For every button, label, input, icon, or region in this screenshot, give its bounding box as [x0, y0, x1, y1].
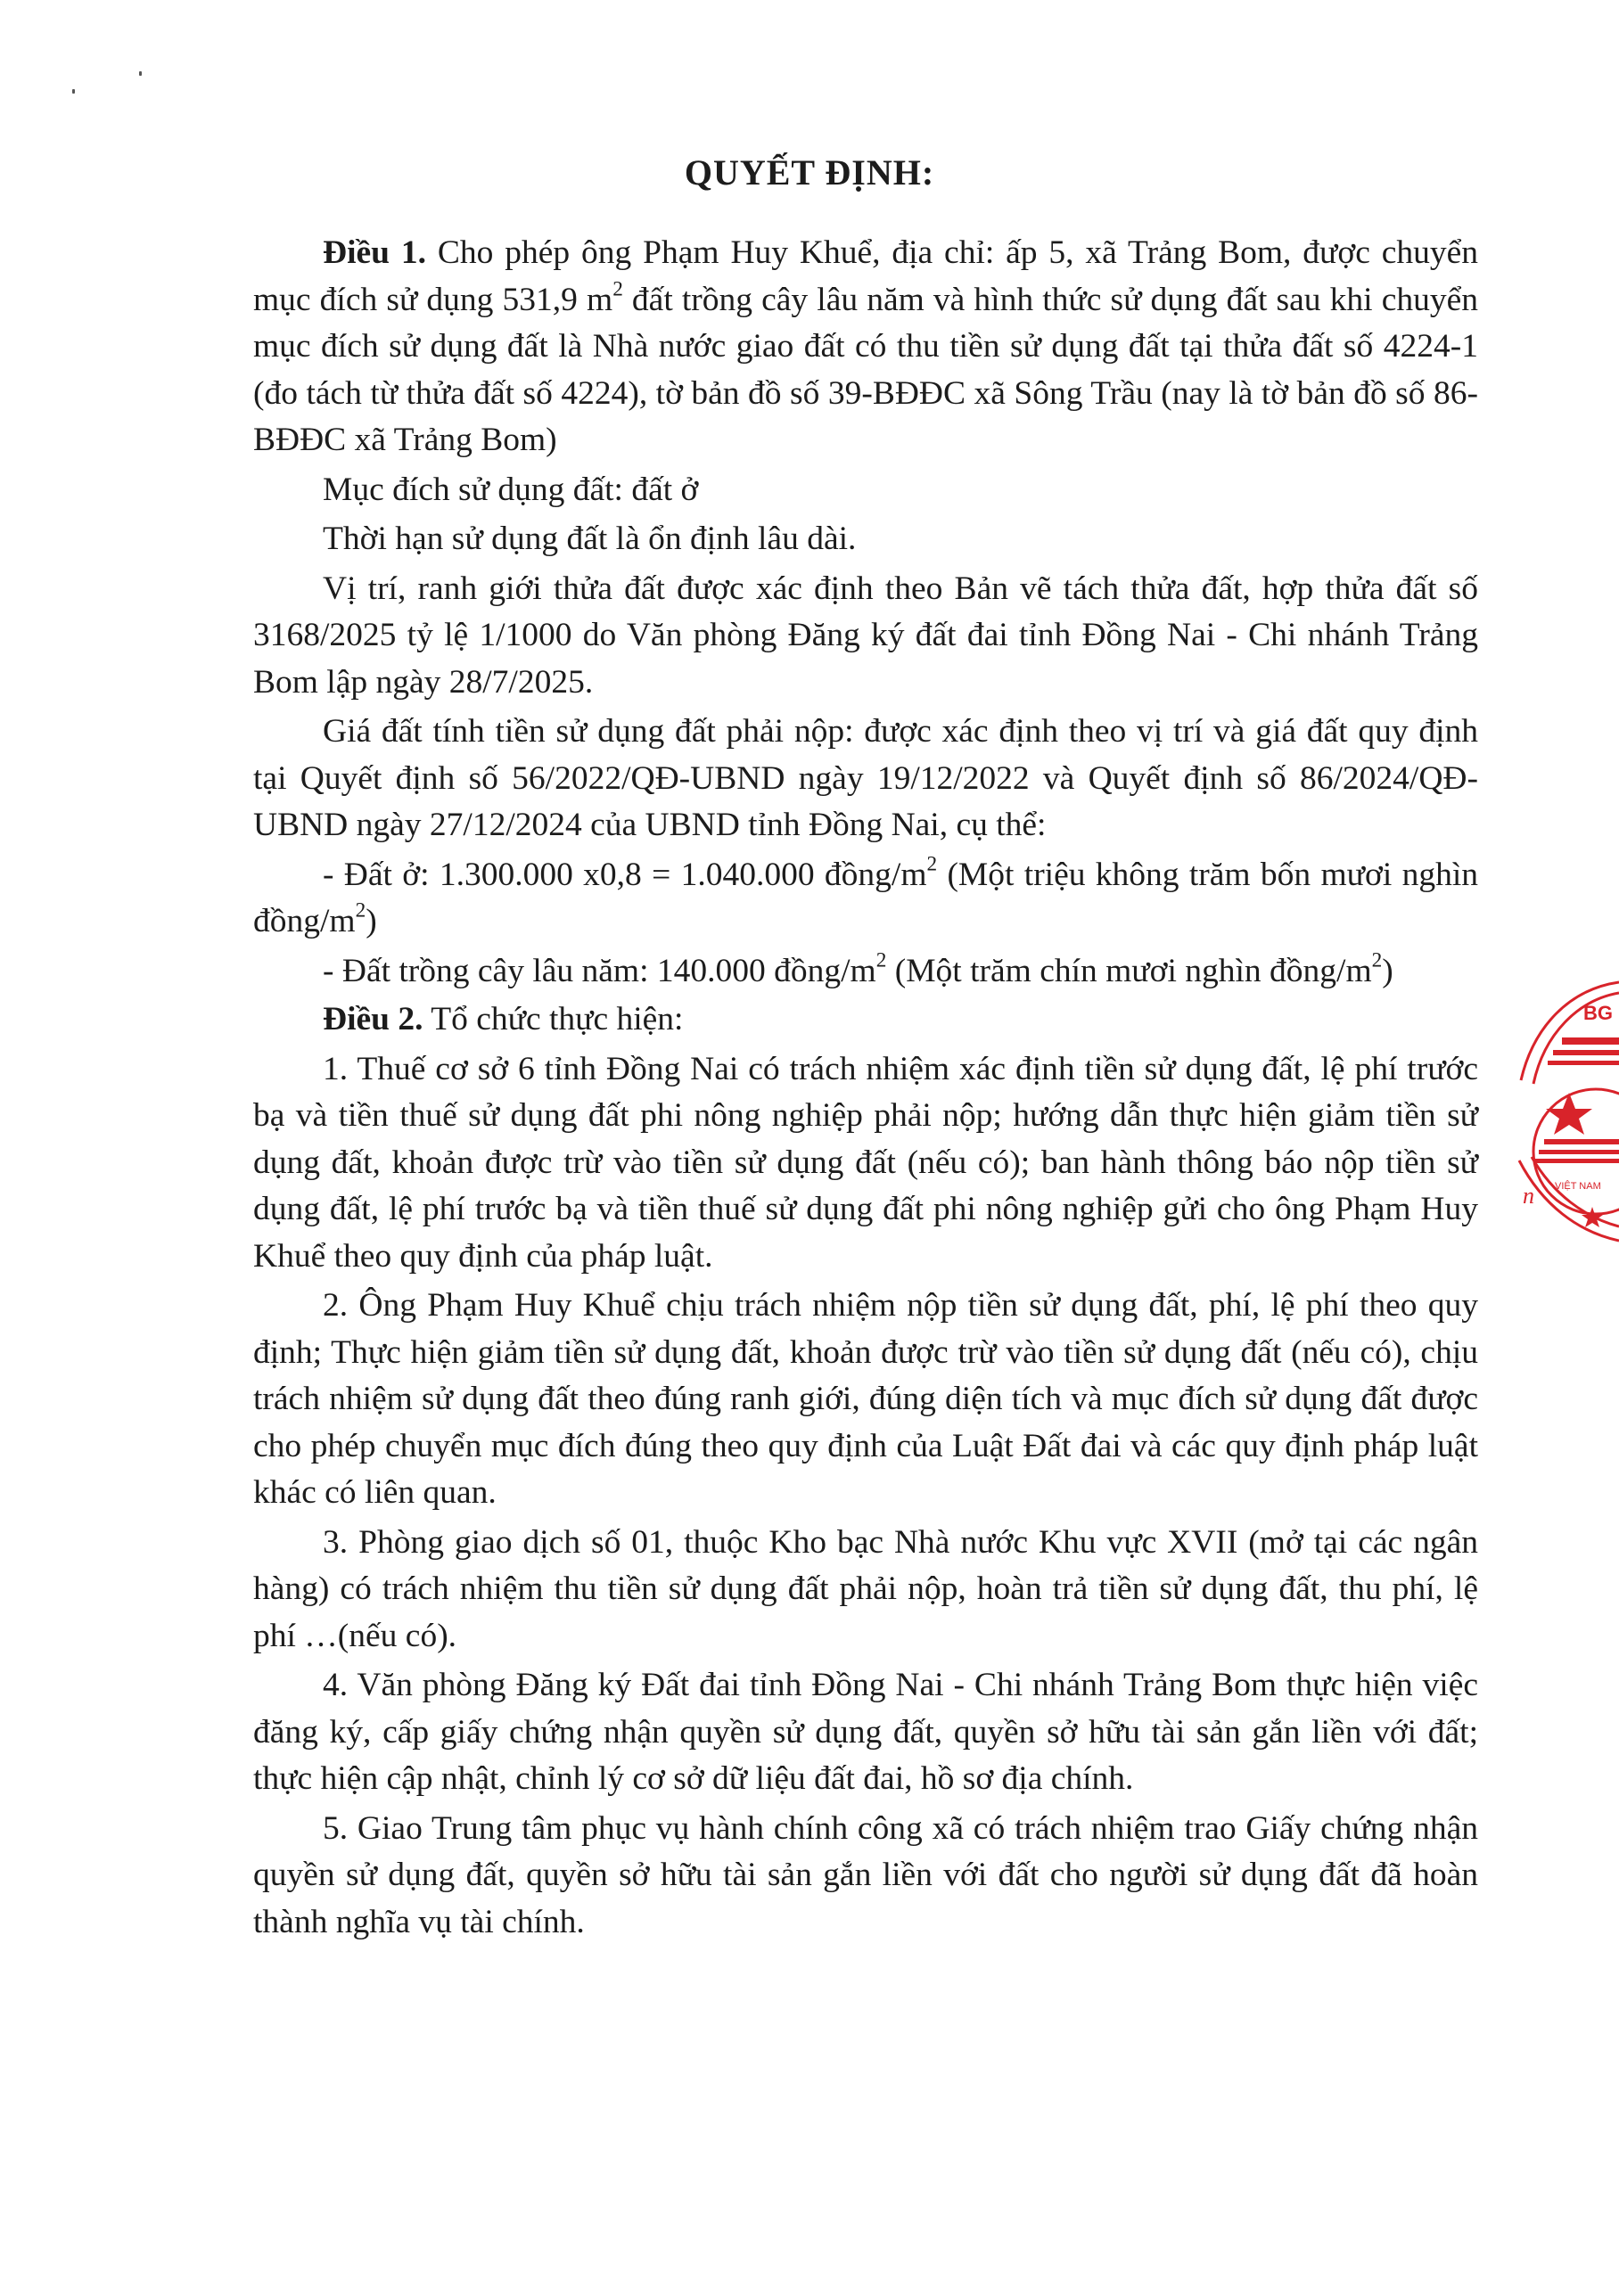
- article-2-intro: Điều 2. Tổ chức thực hiện:: [323, 1001, 684, 1037]
- land-price-basis: Giá đất tính tiền sử dụng đất phải nộp: được xác định theo vị trí và giá đất quy định tại Quyết định số 56/2022/QĐ-UBND ngày 19/12/2022 và Quyết định số 86/2024/QĐ-UBND ngày 27/12/2024 của UBND tỉnh Đồng Nai, cụ thể:: [253, 713, 1478, 843]
- article-2-label: Điều 2.: [323, 1001, 423, 1037]
- land-use-purpose: Mục đích sử dụng đất: đất ở: [323, 471, 699, 508]
- stamp-text-band: VIỆT NAM: [1555, 1181, 1601, 1192]
- article-2-item-5: 5. Giao Trung tâm phục vụ hành chính công xã có trách nhiệm trao Giấy chứng nhận quyền sử dụng đất, quyền sở hữu tài sản gắn liền với đất cho người sử dụng đất đã hoàn thành nghĩa vụ tài chính.: [253, 1809, 1478, 1940]
- article-2-item-2: 2. Ông Phạm Huy Khuể chịu trách nhiệm nộp tiền sử dụng đất, phí, lệ phí theo quy định; Thực hiện giảm tiền sử dụng đất, khoản được trừ vào tiền sử dụng đất (nếu có), chịu trách nhiệm sử dụng đất theo đúng ranh giới, đúng diện tích và mục đích sử dụng đất được cho phép chuyển mục đích đúng theo quy định của Luật Đất đai và các quy định pháp luật khác có liên quan.: [253, 1287, 1478, 1511]
- parcel-location: Vị trí, ranh giới thửa đất được xác định theo Bản vẽ tách thửa đất, hợp thửa đất số 3168/2025 tỷ lệ 1/1000 do Văn phòng Đăng ký đất đai tỉnh Đồng Nai - Chi nhánh Trảng Bom lập ngày 28/7/2025.: [253, 570, 1478, 701]
- article-1-label: Điều 1.: [323, 234, 426, 271]
- scan-speck: [72, 89, 75, 94]
- land-use-duration: Thời hạn sử dụng đất là ổn định lâu dài.: [323, 521, 857, 557]
- small-star-icon: [1582, 1207, 1603, 1227]
- scan-speck: [139, 71, 142, 76]
- official-seal-stamp: [1507, 973, 1619, 1267]
- decision-title: QUYẾT ĐỊNH:: [684, 152, 935, 193]
- price-residential-land: - Đất ở: 1.300.000 x0,8 = 1.040.000 đồng/$m^2$ (Một triệu không trăm bốn mươi nghìn đồng/$m^2$): [253, 852, 1478, 939]
- document-body: [253, 230, 1478, 1948]
- article-1-intro: Điều 1. Cho phép ông Phạm Huy Khuể, địa chỉ: ấp 5, xã Trảng Bom, được chuyển mục đích sử dụng 531,9 $m^2$ đất trồng cây lâu năm và hình thức sử dụng đất sau khi chuyển mục đích sử dụng đất là Nhà nước giao đất có thu tiền sử dụng đất tại thửa đất số 4224-1 (đo tách từ thửa đất số 4224), tờ bản đồ số 39-BĐĐC xã Sông Trầu (nay là tờ bản đồ số 86-BĐĐC xã Trảng Bom): [253, 234, 1478, 458]
- article-2-item-3: 3. Phòng giao dịch số 01, thuộc Kho bạc Nhà nước Khu vực XVII (mở tại các ngân hàng) có trách nhiệm thu tiền sử dụng đất phải nộp, hoàn trả tiền sử dụng đất, thu phí, lệ phí …(nếu có).: [253, 1523, 1478, 1654]
- stamp-text-top: BG: [1583, 1002, 1613, 1024]
- stamp-text-bottom: n: [1523, 1183, 1534, 1209]
- article-2-item-1: 1. Thuế cơ sở 6 tỉnh Đồng Nai có trách nhiệm xác định tiền sử dụng đất, lệ phí trước bạ và tiền thuế sử dụng đất phi nông nghiệp phải nộp; hướng dẫn thực hiện giảm tiền sử dụng đất, khoản được trừ vào tiền sử dụng đất (nếu có); ban hành thông báo nộp tiền sử dụng đất, lệ phí trước bạ và tiền thuế sử dụng đất phi nông nghiệp gửi cho ông Phạm Huy Khuể theo quy định của pháp luật.: [253, 1050, 1478, 1275]
- article-2-item-4: 4. Văn phòng Đăng ký Đất đai tỉnh Đồng Nai - Chi nhánh Trảng Bom thực hiện việc đăng ký, cấp giấy chứng nhận quyền sử dụng đất, quyền sở hữu tài sản gắn liền với đất; thực hiện cập nhật, chỉnh lý cơ sở dữ liệu đất đai, hồ sơ địa chính.: [253, 1667, 1478, 1797]
- price-perennial-land: - Đất trồng cây lâu năm: 140.000 đồng/$m^2$ (Một trăm chín mươi nghìn đồng/$m^2$): [323, 948, 1393, 989]
- star-icon: [1546, 1093, 1592, 1135]
